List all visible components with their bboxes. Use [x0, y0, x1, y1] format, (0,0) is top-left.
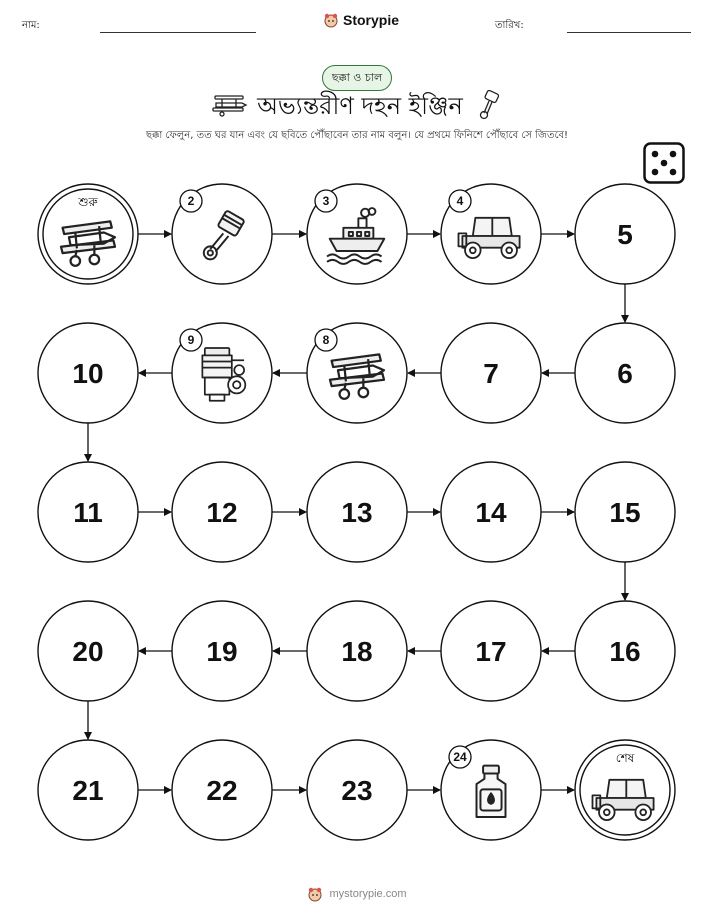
board-cell[interactable]: [172, 323, 272, 423]
board-cell[interactable]: [575, 323, 675, 423]
cell-number: 11: [73, 497, 103, 528]
instructions: ছক্কা ফেলুন, তত ঘর যান এবং যে ছবিতে পৌঁছাবেন তার নাম বলুন। যে প্রথমে ফিনিশে পৌঁছাবে সে জিতবে!: [145, 130, 569, 141]
game-type-badge: ছক্কা ও চাল: [322, 65, 392, 91]
board-cell[interactable]: [441, 462, 541, 562]
cell-number-badge: 24: [453, 750, 467, 764]
board-cell[interactable]: [441, 740, 541, 840]
cell-number: 22: [206, 775, 238, 806]
board-cell[interactable]: [575, 601, 675, 701]
footer-url[interactable]: mystorypie.com: [329, 888, 407, 900]
date-label: তারিখ:: [495, 20, 524, 31]
board-cell[interactable]: [38, 740, 138, 840]
storypie-mascot-icon: [307, 886, 323, 902]
cell-number-badge: 8: [322, 333, 330, 347]
cell-number: 18: [341, 636, 373, 667]
board-cell[interactable]: [441, 184, 541, 284]
board-cell[interactable]: [172, 184, 272, 284]
start-label: শুরু: [78, 195, 98, 209]
page-title: অভ্যন্তরীণ দহন ইঞ্জিন: [257, 92, 463, 120]
cell-number-badge: 2: [187, 194, 195, 208]
cell-number: 5: [617, 219, 633, 250]
cell-number: 21: [72, 775, 104, 806]
board-cell[interactable]: [575, 462, 675, 562]
cell-number-badge: 9: [187, 333, 195, 347]
cell-number: 20: [72, 636, 104, 667]
board-cell[interactable]: [307, 601, 407, 701]
board-cell[interactable]: [307, 740, 407, 840]
footer: [0, 886, 714, 902]
cell-number: 10: [72, 358, 104, 389]
brand-name: Storypie: [343, 12, 400, 28]
cell-number: 19: [206, 636, 238, 667]
finish-cell[interactable]: [575, 740, 675, 840]
board-cell[interactable]: [307, 323, 407, 423]
cell-number: 16: [609, 636, 641, 667]
board-cell[interactable]: [38, 601, 138, 701]
cell-number: 15: [609, 497, 641, 528]
board-cell[interactable]: [172, 462, 272, 562]
board-cell[interactable]: [441, 601, 541, 701]
cell-number: 23: [341, 775, 373, 806]
cell-number: 6: [617, 358, 633, 389]
board-cell[interactable]: [38, 462, 138, 562]
cell-number: 12: [206, 497, 238, 528]
finish-label: শেষ: [615, 751, 635, 765]
board-cell[interactable]: [172, 740, 272, 840]
cell-number: 17: [475, 636, 507, 667]
board-cell[interactable]: [307, 462, 407, 562]
board-cell[interactable]: [575, 184, 675, 284]
start-cell[interactable]: [38, 184, 138, 284]
board-cell[interactable]: [172, 601, 272, 701]
cell-number: 14: [475, 497, 507, 528]
cell-number-badge: 4: [456, 194, 464, 208]
cell-number: 7: [483, 358, 499, 389]
cell-number: 13: [341, 497, 373, 528]
board-cell[interactable]: [441, 323, 541, 423]
name-label: নাম:: [22, 20, 40, 31]
cell-number-badge: 3: [322, 194, 330, 208]
board-cell[interactable]: [38, 323, 138, 423]
board-cell[interactable]: [307, 184, 407, 284]
